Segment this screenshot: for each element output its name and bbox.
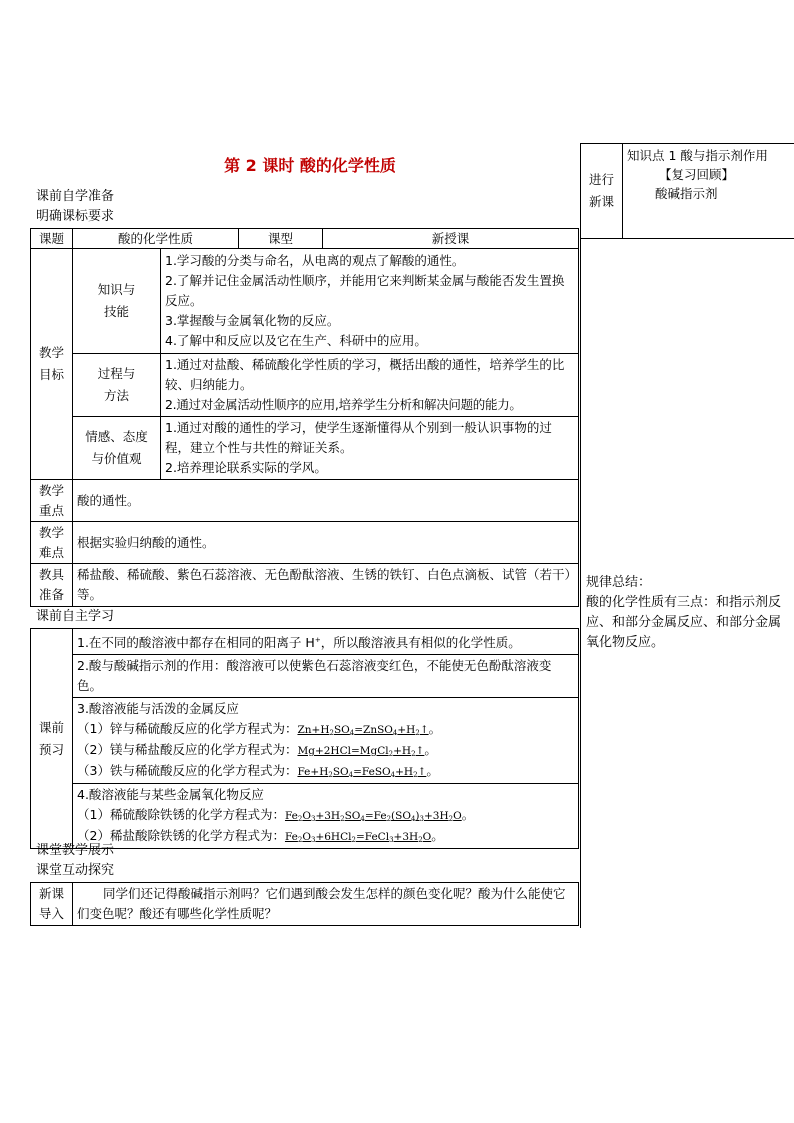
knowledge-items bbox=[161, 249, 579, 354]
process-items bbox=[161, 354, 579, 417]
intro-table bbox=[30, 882, 579, 926]
section-explore: 课堂互动探究 bbox=[36, 863, 115, 878]
knowledge-item: 1.学习酸的分类与命名，从电离的观点了解酸的通性。 bbox=[165, 253, 465, 268]
difficulty-value: 根据实验归纳酸的通性。 bbox=[73, 522, 579, 564]
preview-item-2: 2.酸与酸碱指示剂的作用：酸溶液可以使紫色石蕊溶液变红色，不能使无色酚酞溶液变色。 bbox=[73, 655, 579, 698]
sidebar-sub: 酸碱指示剂 bbox=[655, 186, 718, 201]
section-prep: 课前自学准备 bbox=[36, 189, 115, 204]
sidebar-table bbox=[580, 143, 794, 239]
section-self-study: 课前自主学习 bbox=[36, 609, 115, 624]
emotion-items bbox=[161, 417, 579, 480]
sidebar-point: 知识点 1 酸与指示剂作用 bbox=[627, 148, 768, 163]
equation: $Zn+H_2SO_4=ZnSO_4+H_2↑$ bbox=[297, 724, 429, 738]
process-item: 1.通过对盐酸、稀硫酸化学性质的学习，概括出酸的通性，培养学生的比较、归纳能力。 bbox=[165, 357, 565, 392]
equation: $Fe+H_2SO_4=FeSO_4+H_2↑$ bbox=[297, 766, 427, 780]
preview-item-3-title: 3.酸溶液能与活泼的金属反应 bbox=[77, 701, 239, 717]
sidebar-label: 进行新课 bbox=[581, 144, 623, 239]
equation: $Fe_2O_3+6HCl_2=FeCl_3+3H_2O$ bbox=[284, 831, 432, 845]
preview-eq-line: （2）稀盐酸除铁锈的化学方程式为：$Fe_2O_3+6HCl_2=FeCl_3+3H_2O$。 bbox=[77, 828, 444, 845]
preview-item-4-title: 4.酸溶液能与某些金属氧化物反应 bbox=[77, 787, 264, 803]
preview-eq-line: （1）稀硫酸除铁锈的化学方程式为：$Fe_2O_3+3H_2SO_4=Fe_2(SO_4)_3+3H_2O$。 bbox=[77, 807, 475, 824]
section-standards: 明确课标要求 bbox=[36, 209, 115, 224]
type-label: 课型 bbox=[239, 229, 323, 249]
keypoint-label: 教学重点 bbox=[31, 480, 73, 522]
main-table bbox=[30, 228, 579, 607]
preview-table bbox=[30, 628, 579, 849]
equation: $Fe_2O_3+3H_2SO_4=Fe_2(SO_4)_3+3H_2O$ bbox=[284, 810, 462, 824]
sidebar-review: 【复习回顾】 bbox=[659, 167, 735, 182]
preview-label: 课前预习 bbox=[31, 629, 73, 849]
preview-eq-line: （2）镁与稀盐酸反应的化学方程式为：$Mg+2HCl=MgCl_2+H_2↑$。 bbox=[77, 742, 437, 759]
subject-value: 酸的化学性质 bbox=[73, 229, 239, 249]
intro-label: 新课导入 bbox=[31, 883, 73, 926]
emotion-label: 情感、态度与价值观 bbox=[73, 417, 161, 480]
preview-item-3 bbox=[73, 698, 579, 784]
process-label: 过程与方法 bbox=[73, 354, 161, 417]
intro-text: 同学们还记得酸碱指示剂吗？它们遇到酸会发生怎样的颜色变化呢？酸为什么能使它们变色呢？酸还有哪些化学性质呢？ bbox=[73, 883, 579, 926]
rule-title: 规律总结： bbox=[586, 575, 652, 590]
emotion-item: 2.培养理论联系实际的学风。 bbox=[165, 460, 327, 475]
knowledge-item: 4.了解中和反应以及它在生产、科研中的应用。 bbox=[165, 333, 427, 348]
rule-text: 酸的化学性质有三点：和指示剂反应、和部分金属反应、和部分金属氧化物反应。 bbox=[586, 595, 782, 650]
equipment-label: 教具准备 bbox=[31, 564, 73, 607]
section-display: 课堂教学展示 bbox=[36, 843, 115, 858]
type-value: 新授课 bbox=[323, 229, 579, 249]
difficulty-label: 教学难点 bbox=[31, 522, 73, 564]
preview-item-1: 1.在不同的酸溶液中都存在相同的阳离子 H+，所以酸溶液具有相似的化学性质。 bbox=[73, 629, 579, 655]
knowledge-label: 知识与技能 bbox=[73, 249, 161, 354]
column-divider bbox=[580, 238, 581, 928]
process-item: 2.通过对金属活动性顺序的应用,培养学生分析和解决问题的能力。 bbox=[165, 397, 522, 412]
subject-label: 课题 bbox=[31, 229, 73, 249]
knowledge-item: 3.掌握酸与金属氧化物的反应。 bbox=[165, 313, 340, 328]
rule-summary bbox=[586, 573, 786, 653]
page-title: 第 2 课时 酸的化学性质 bbox=[224, 156, 396, 175]
goals-label: 教学目标 bbox=[31, 249, 73, 480]
preview-eq-line: （3）铁与稀硫酸反应的化学方程式为：$Fe+H_2SO_4=FeSO_4+H_2↑$。 bbox=[77, 763, 439, 780]
keypoint-value: 酸的通性。 bbox=[73, 480, 579, 522]
preview-eq-line: （1）锌与稀硫酸反应的化学方程式为：$Zn+H_2SO_4=ZnSO_4+H_2↑$。 bbox=[77, 721, 442, 738]
sidebar-content bbox=[623, 144, 794, 239]
equation: $Mg+2HCl=MgCl_2+H_2↑$ bbox=[297, 745, 425, 759]
emotion-item: 1.通过对酸的通性的学习，使学生逐渐懂得从个别到一般认识事物的过程，建立个性与共性的辩证关系。 bbox=[165, 420, 552, 455]
knowledge-item: 2.了解并记住金属活动性顺序，并能用它来判断某金属与酸能否发生置换反应。 bbox=[165, 273, 565, 308]
preview-item-4 bbox=[73, 784, 579, 849]
equipment-value: 稀盐酸、稀硫酸、紫色石蕊溶液、无色酚酞溶液、生锈的铁钉、白色点滴板、试管（若干）等。 bbox=[73, 564, 579, 607]
